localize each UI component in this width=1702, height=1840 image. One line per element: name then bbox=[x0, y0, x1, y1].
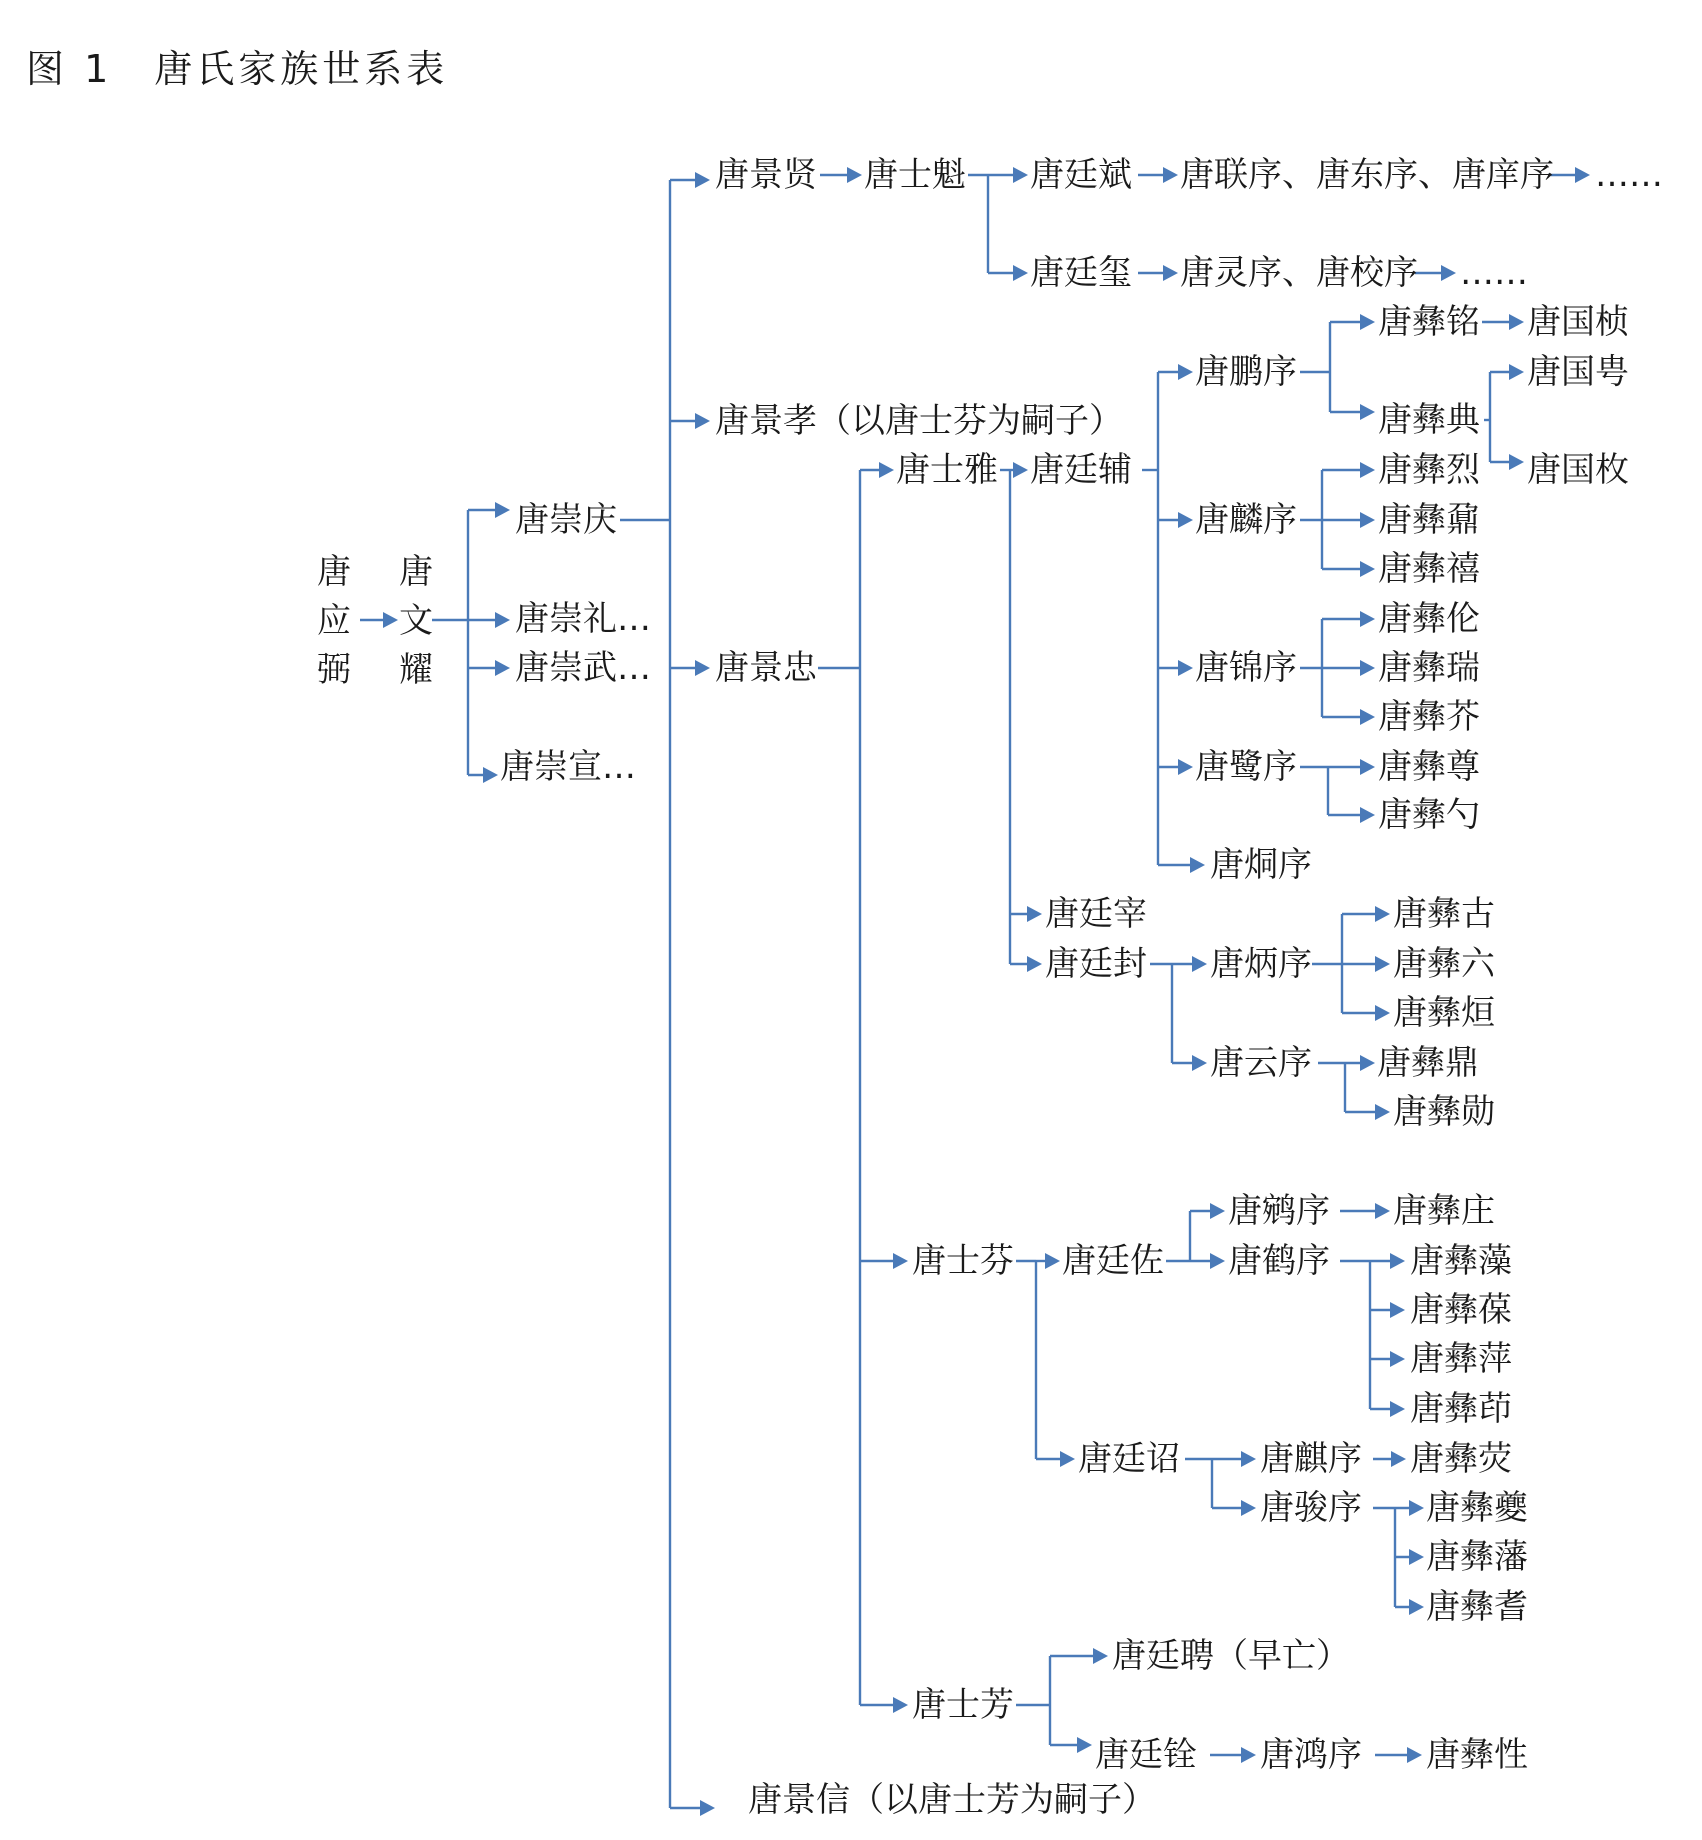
arrow-head bbox=[695, 172, 710, 188]
arrow-head bbox=[893, 1697, 908, 1713]
arrow-head bbox=[1360, 561, 1375, 577]
person-jingxin: 唐景信（以唐士芳为嗣子） bbox=[748, 1780, 1156, 1820]
arrow-head bbox=[1391, 1451, 1406, 1467]
arrow-head bbox=[1375, 1104, 1390, 1120]
arrow-head bbox=[1027, 956, 1042, 972]
arrow-head bbox=[1375, 906, 1390, 922]
arrow-head bbox=[495, 502, 510, 518]
person-yilie: 唐彝烈 bbox=[1378, 450, 1480, 490]
person-yigu: 唐彝古 bbox=[1393, 894, 1495, 934]
person-tingquan: 唐廷铨 bbox=[1095, 1735, 1197, 1775]
person-shiya: 唐士雅 bbox=[896, 450, 998, 490]
person-yizao: 唐彝藻 bbox=[1410, 1241, 1512, 1281]
founder-tang-yingbi: 唐应弼 bbox=[317, 552, 351, 690]
arrow-head bbox=[1178, 660, 1193, 676]
arrow-head bbox=[700, 1800, 715, 1816]
arrow-head bbox=[1163, 167, 1178, 183]
person-qixu: 唐麒序 bbox=[1260, 1439, 1362, 1479]
person-yikui: 唐彝夔 bbox=[1426, 1488, 1528, 1528]
arrow-head bbox=[1390, 1253, 1405, 1269]
arrow-head bbox=[1241, 1500, 1256, 1516]
person-yiyan: 唐彝荧 bbox=[1410, 1439, 1512, 1479]
founder-tang-wenyao: 唐文耀 bbox=[399, 552, 433, 690]
person-chongwu: 唐崇武… bbox=[515, 648, 651, 688]
arrow-head bbox=[1210, 1253, 1225, 1269]
person-yidian: 唐彝典 bbox=[1378, 400, 1480, 440]
arrow-head bbox=[1360, 462, 1375, 478]
person-linxu: 唐麟序 bbox=[1195, 500, 1297, 540]
person-yihong: 唐彝茚 bbox=[1410, 1389, 1512, 1429]
person-shikui: 唐士魁 bbox=[864, 155, 966, 195]
person-yinai: 唐彝鼐 bbox=[1378, 500, 1480, 540]
arrow-head bbox=[1390, 1302, 1405, 1318]
person-yixun: 唐彝勋 bbox=[1393, 1092, 1495, 1132]
arrow-head bbox=[1407, 1747, 1422, 1763]
person-yiping: 唐彝萍 bbox=[1410, 1339, 1512, 1379]
person-shifang: 唐士芳 bbox=[912, 1685, 1014, 1725]
person-luxu: 唐鹭序 bbox=[1195, 747, 1297, 787]
arrow-head bbox=[1409, 1500, 1424, 1516]
person-yizhuang: 唐彝庄 bbox=[1393, 1191, 1495, 1231]
arrow-head bbox=[1509, 454, 1524, 470]
person-junxu: 唐骏序 bbox=[1260, 1488, 1362, 1528]
arrow-head bbox=[1409, 1549, 1424, 1565]
person-yixuan: 唐彝烜 bbox=[1393, 993, 1495, 1033]
arrow-head bbox=[1360, 404, 1375, 420]
arrow-head bbox=[495, 660, 510, 676]
arrow-head bbox=[1390, 1401, 1405, 1417]
arrow-head bbox=[1013, 462, 1028, 478]
person-pengxu: 唐鹏序 bbox=[1195, 352, 1297, 392]
person-echuxu: 唐鹓序 bbox=[1228, 1191, 1330, 1231]
arrow-head bbox=[1013, 167, 1028, 183]
person-tingzuo: 唐廷佐 bbox=[1062, 1241, 1164, 1281]
arrow-head bbox=[1210, 1203, 1225, 1219]
arrow-head bbox=[1192, 1055, 1207, 1071]
person-yifan: 唐彝藩 bbox=[1426, 1537, 1528, 1577]
person-jingzhong: 唐景忠 bbox=[715, 648, 817, 688]
arrow-head bbox=[1375, 1203, 1390, 1219]
arrow-head bbox=[1045, 1253, 1060, 1269]
arrow-head bbox=[1241, 1451, 1256, 1467]
person-jiongxu: 唐烔序 bbox=[1210, 845, 1312, 885]
arrow-head bbox=[1575, 167, 1590, 183]
person-tingzai: 唐廷宰 bbox=[1045, 894, 1147, 934]
arrow-head bbox=[847, 167, 862, 183]
arrow-head bbox=[1190, 857, 1205, 873]
arrow-head bbox=[1027, 906, 1042, 922]
arrow-head bbox=[879, 462, 894, 478]
person-chongli: 唐崇礼… bbox=[515, 599, 651, 639]
person-guoping: 唐国甹 bbox=[1527, 352, 1629, 392]
arrow-head bbox=[1013, 265, 1028, 281]
person-bingxu: 唐炳序 bbox=[1210, 944, 1312, 984]
person-ling_xiao: 唐灵序、唐校序 bbox=[1180, 253, 1418, 293]
person-guomei: 唐国枚 bbox=[1527, 450, 1629, 490]
arrow-head bbox=[1060, 1451, 1075, 1467]
person-yirui: 唐彝瑞 bbox=[1378, 648, 1480, 688]
arrow-head bbox=[1178, 759, 1193, 775]
arrow-head bbox=[1360, 759, 1375, 775]
arrow-head bbox=[1375, 956, 1390, 972]
arrow-head bbox=[495, 612, 510, 628]
person-jingxian: 唐景贤 bbox=[715, 155, 817, 195]
figure-caption: 图 1 唐氏家族世系表 bbox=[26, 47, 449, 91]
person-chongxuan: 唐崇宣… bbox=[500, 747, 636, 787]
arrow-head bbox=[1360, 314, 1375, 330]
arrow-head bbox=[1241, 1747, 1256, 1763]
arrow-head bbox=[1409, 1599, 1424, 1615]
arrow-head bbox=[1509, 314, 1524, 330]
arrow-head bbox=[1360, 1055, 1375, 1071]
arrow-head bbox=[1192, 956, 1207, 972]
arrow-head bbox=[1375, 1005, 1390, 1021]
person-tingxi: 唐廷玺 bbox=[1030, 253, 1132, 293]
person-tingzhao: 唐廷诏 bbox=[1078, 1439, 1180, 1479]
arrow-head bbox=[695, 660, 710, 676]
arrow-head bbox=[483, 767, 498, 783]
person-hexu: 唐鹤序 bbox=[1228, 1241, 1330, 1281]
arrow-head bbox=[1441, 265, 1456, 281]
person-lian_dong_xiang: 唐联序、唐东序、唐庠序 bbox=[1180, 155, 1554, 195]
person-yizun: 唐彝尊 bbox=[1378, 747, 1480, 787]
person-tingpin: 唐廷聘（早亡） bbox=[1112, 1636, 1350, 1676]
person-ellipsis2: …… bbox=[1460, 253, 1528, 293]
person-yiqi: 唐彝耆 bbox=[1426, 1587, 1528, 1627]
arrow-head bbox=[1093, 1648, 1108, 1664]
arrow-head bbox=[893, 1253, 908, 1269]
person-yixi: 唐彝禧 bbox=[1378, 549, 1480, 589]
arrow-head bbox=[1178, 512, 1193, 528]
arrow-head bbox=[1360, 660, 1375, 676]
person-jinxu: 唐锦序 bbox=[1195, 648, 1297, 688]
person-yunxu: 唐云序 bbox=[1210, 1043, 1312, 1083]
arrow-head bbox=[1360, 611, 1375, 627]
arrow-head bbox=[1163, 265, 1178, 281]
arrow-head bbox=[1360, 709, 1375, 725]
person-yibao: 唐彝葆 bbox=[1410, 1290, 1512, 1330]
arrow-head bbox=[1390, 1351, 1405, 1367]
person-yiliu: 唐彝六 bbox=[1393, 944, 1495, 984]
arrow-head bbox=[1360, 512, 1375, 528]
person-tingfeng: 唐廷封 bbox=[1045, 944, 1147, 984]
person-yishao: 唐彝勺 bbox=[1378, 795, 1480, 835]
arrow-head bbox=[1077, 1737, 1092, 1753]
person-yilun: 唐彝伦 bbox=[1378, 599, 1480, 639]
person-jingxiao: 唐景孝（以唐士芬为嗣子） bbox=[715, 401, 1123, 441]
arrow-head bbox=[1178, 364, 1193, 380]
person-hongxu: 唐鸿序 bbox=[1260, 1735, 1362, 1775]
person-ellipsis1: …… bbox=[1595, 155, 1663, 195]
arrow-head bbox=[1509, 364, 1524, 380]
person-tingbin: 唐廷斌 bbox=[1030, 155, 1132, 195]
person-tingfu: 唐廷辅 bbox=[1030, 450, 1132, 490]
person-chongqing: 唐崇庆 bbox=[515, 500, 617, 540]
person-yiming: 唐彝铭 bbox=[1378, 302, 1480, 342]
person-guozhen: 唐国桢 bbox=[1527, 302, 1629, 342]
person-yiding: 唐彝鼎 bbox=[1377, 1043, 1479, 1083]
person-yixing: 唐彝性 bbox=[1426, 1735, 1528, 1775]
arrow-head bbox=[1360, 807, 1375, 823]
person-yijie: 唐彝芥 bbox=[1378, 697, 1480, 737]
arrow-head bbox=[695, 413, 710, 429]
person-shifen: 唐士芬 bbox=[912, 1241, 1014, 1281]
